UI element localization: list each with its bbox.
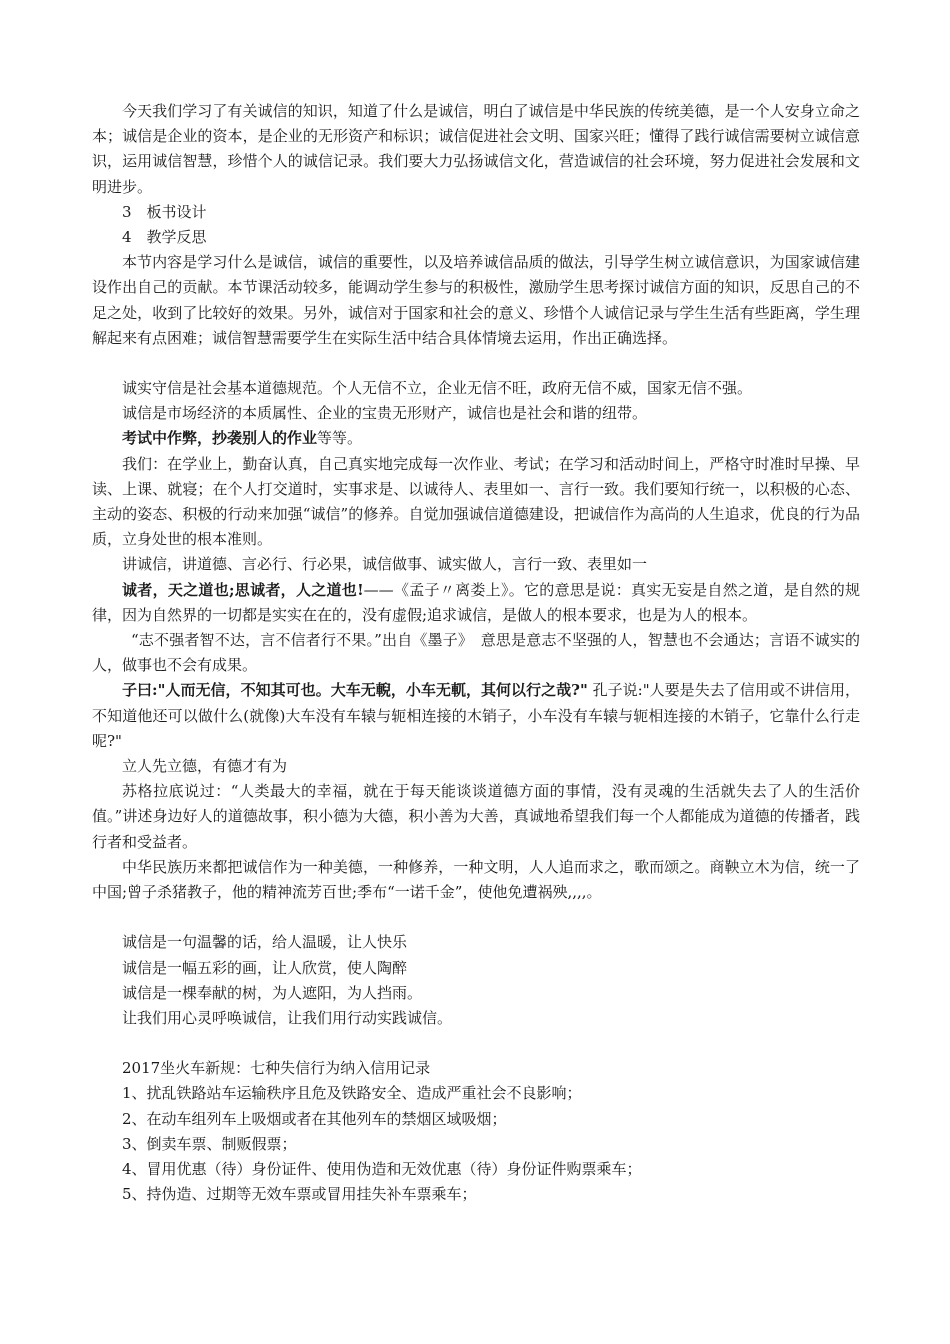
paragraph-socrates: 苏格拉底说过：“人类最大的幸福，就在于每天能谈谈道德方面的事情，没有灵魂的生活就失去了人的生活价值。”讲述身边好人的道德故事，积小德为大德，积小善为大善，真诚地希望我们每一个人都能成为道德的传播者，践行者和受益者。	[92, 782, 860, 851]
paragraph-market-economy: 诚信是市场经济的本质属性、企业的宝贵无形财产，诚信也是社会和谐的纽带。	[122, 404, 648, 423]
spacer	[92, 1031, 860, 1056]
section-heading-reflection: 4 教学反思	[122, 228, 207, 247]
confucius-quote: 子曰:"人而无信，不知其可也。大车无輗，小车无軏，其何以行之哉?"	[122, 681, 588, 700]
bold-phrase: 考试中作弊，抄袭别人的作业	[122, 429, 318, 448]
mencius-explanation: ——《孟子〃离娄上》。它的意思是说：真实无妄是自然之道，是自然的规律，因为自然界的一切都是实实在在的，没有虚假;追求诚信，是做人的根本要求，也是为人的根本。	[92, 580, 860, 624]
list-item: 5、持伪造、过期等无效车票或冒用挂失补车票乘车；	[122, 1185, 477, 1204]
poem-line-3: 诚信是一棵奉献的树，为人遮阳，为人挡雨。	[122, 983, 423, 1002]
paragraph-mozi: “志不强者智不达，言不信者行不果。”出自《墨子》 意思是意志不坚强的人，智慧也不会通达；言语不诚实的人，做事也不会有成果。	[92, 631, 860, 675]
paragraph-chinese-nation: 中华民族历来都把诚信作为一种美德，一种修养，一种文明，人人追而求之，歌而颂之。商鞅立木为信，统一了中国;曾子杀猪教子，他的精神流芳百世;季布“一诺千金”，使他免遭祸殃,,,,。	[92, 857, 860, 902]
reflection-paragraph: 本节内容是学习什么是诚信，诚信的重要性，以及培养诚信品质的做法，引导学生树立诚信意识，为国家诚信建设作出自己的贡献。本节课活动较多，能调动学生参与的积极性，激励学生思考探讨诚信方面的知识，反思自己的不足之处，收到了比较好的效果。另外，诚信对于国家和社会的意义、珍惜个人诚信记录与学生生活有些距离，学生理解起来有点困难；诚信智慧需要学生在实际生活中结合具体情境去运用，作出正确选择。	[92, 253, 860, 347]
mencius-quote: 诚者，天之道也;思诚者，人之道也!	[122, 580, 364, 599]
paragraph-virtue: 立人先立德，有德才有为	[122, 757, 288, 776]
list-item: 2、在动车组列车上吸烟或者在其他列车的禁烟区域吸烟；	[122, 1109, 507, 1128]
spacer	[92, 905, 860, 930]
poem-line-1: 诚信是一句温馨的话，给人温暖，让人快乐	[122, 933, 408, 952]
paragraph-confucius	[92, 678, 860, 754]
confucius-explanation: 孔子说:"人要是失去了信用或不讲信用，不知道他还可以做什么(就像)大车没有车辕与轭相连接的木销子，小车没有车辕与轭相连接的木销子，它靠什么行走呢?"	[92, 681, 860, 750]
paragraph-mencius	[92, 578, 860, 628]
poem-line-2: 诚信是一幅五彩的画，让人欣赏，使人陶醉	[122, 958, 408, 977]
document-page	[92, 99, 860, 1207]
list-item: 4、冒用优惠（待）身份证件、使用伪造和无效优惠（待）身份证件购票乘车；	[122, 1159, 642, 1178]
paragraph-we: 我们：在学业上，勤奋认真，自己真实地完成每一次作业、考试；在学习和活动时间上，严格守时准时早操、早读、上课、就寝；在个人打交道时，实事求是、以诚待人、表里如一、言行一致。我们要知行统一，以积极的心态、主动的姿态、积极的行动来加强“诚信”的修养。自觉加强诚信道德建设，把诚信作为高尚的人生追求，优良的行为品质，立身处世的根本准则。	[92, 454, 860, 549]
spacer	[92, 351, 860, 376]
poem-line-4: 让我们用心灵呼唤诚信，让我们用行动实践诚信。	[122, 1008, 453, 1027]
section-heading-board-design: 3 板书设计	[122, 202, 207, 221]
list-title: 2017坐火车新规：七种失信行为纳入信用记录	[122, 1059, 431, 1078]
paragraph-cheating	[92, 426, 860, 451]
list-item: 1、扰乱铁路站车运输秩序且危及铁路安全、造成严重社会不良影响；	[122, 1084, 582, 1103]
list-item: 3、倒卖车票、制贩假票；	[122, 1134, 297, 1153]
summary-paragraph: 今天我们学习了有关诚信的知识，知道了什么是诚信，明白了诚信是中华民族的传统美德，是一个人安身立命之本；诚信是企业的资本，是企业的无形资产和标识；诚信促进社会文明、国家兴旺；懂得了践行诚信需要树立诚信意识，运用诚信智慧，珍惜个人的诚信记录。我们要大力弘扬诚信文化，营造诚信的社会环境，努力促进社会发展和文明进步。	[92, 102, 860, 196]
paragraph-keep-promise: 讲诚信，讲道德、言必行、行必果，诚信做事、诚实做人，言行一致、表里如一	[122, 555, 648, 574]
plain-phrase: 等等。	[317, 429, 363, 448]
paragraph-social-norm: 诚实守信是社会基本道德规范。个人无信不立，企业无信不旺，政府无信不威，国家无信不强。	[122, 379, 753, 398]
